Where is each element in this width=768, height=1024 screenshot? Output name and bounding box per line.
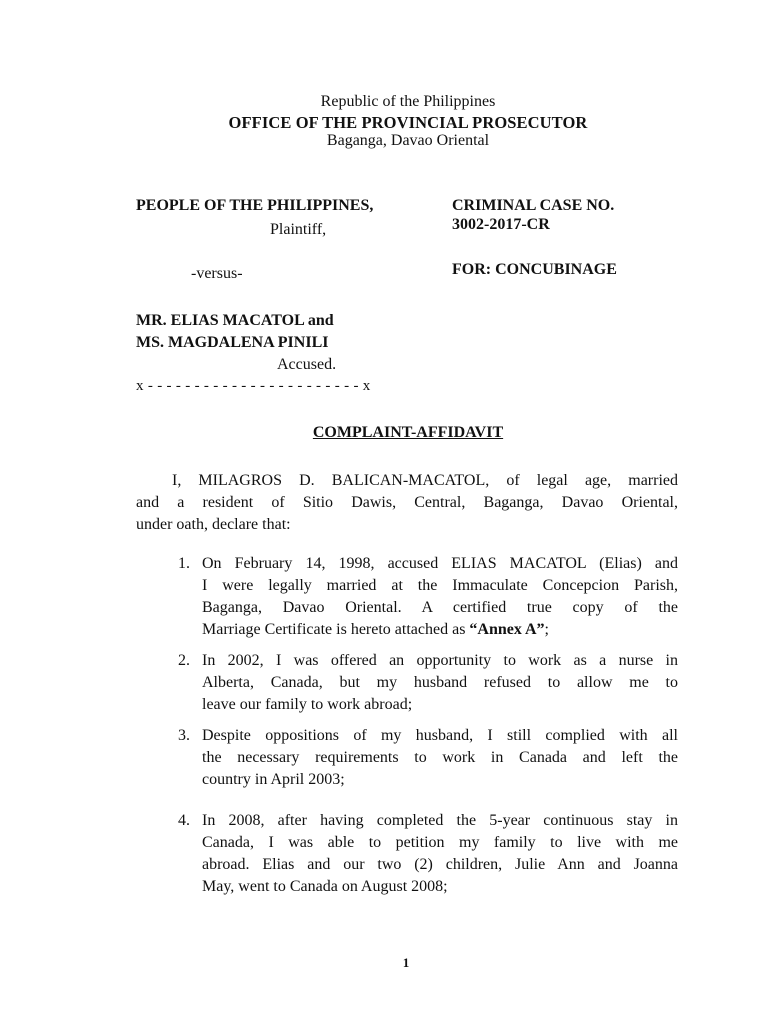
list-item-line: the necessary requirements to work in Canada and left the <box>202 749 678 766</box>
list-item-line: Marriage Certificate is hereto attached as “Annex A”; <box>202 621 549 638</box>
intro-line-3: under oath, declare that: <box>136 516 291 533</box>
list-item-line: On February 14, 1998, accused ELIAS MACATOL (Elias) and <box>202 555 678 572</box>
list-item-number: 2. <box>178 652 190 669</box>
caption-accused-2: MS. MAGDALENA PINILI <box>136 334 329 351</box>
list-item-text <box>202 810 678 898</box>
caption-plaintiff: PEOPLE OF THE PHILIPPINES, <box>136 197 374 214</box>
list-item-line: Canada, I was able to petition my family to live with me <box>202 834 678 851</box>
annex-reference: “Annex A” <box>469 621 545 638</box>
case-label: CRIMINAL CASE NO. <box>452 197 615 214</box>
header-republic: Republic of the Philippines <box>320 93 496 110</box>
list-item-line: May, went to Canada on August 2008; <box>202 878 448 895</box>
list-item-line: abroad. Elias and our two (2) children, Julie Ann and Joanna <box>202 856 678 873</box>
header-office: OFFICE OF THE PROVINCIAL PROSECUTOR <box>228 113 588 132</box>
intro-line-1: I, MILAGROS D. BALICAN-MACATOL, of legal age, married <box>172 472 678 489</box>
list-item-text <box>202 553 678 641</box>
caption-versus: -versus- <box>191 265 243 282</box>
list-item-line: leave our family to work abroad; <box>202 696 413 713</box>
caption-plaintiff-role: Plaintiff, <box>270 221 327 238</box>
list-item-text <box>202 725 678 791</box>
list-item-line: I were legally married at the Immaculate Concepcion Parish, <box>202 577 678 594</box>
case-charge: FOR: CONCUBINAGE <box>452 261 617 278</box>
intro-line-2: and a resident of Sitio Dawis, Central, Baganga, Davao Oriental, <box>136 494 678 511</box>
document-title: COMPLAINT-AFFIDAVIT <box>312 424 504 441</box>
list-item-number: 1. <box>178 555 190 572</box>
case-number: 3002-2017-CR <box>452 216 550 233</box>
caption-accused-1: MR. ELIAS MACATOL and <box>136 312 334 329</box>
header-location: Baganga, Davao Oriental <box>326 132 490 149</box>
page-number: 1 <box>402 955 410 970</box>
list-item-line: Alberta, Canada, but my husband refused to allow me to <box>202 674 678 691</box>
list-item-line: Baganga, Davao Oriental. A certified true copy of the <box>202 599 678 616</box>
intro-paragraph <box>136 470 678 536</box>
list-item-line: country in April 2003; <box>202 771 345 788</box>
list-item-number: 4. <box>178 812 190 829</box>
list-item-line: In 2008, after having completed the 5-year continuous stay in <box>202 812 678 829</box>
list-item-number: 3. <box>178 727 190 744</box>
caption-accused-role: Accused. <box>277 356 337 373</box>
list-item-line: Despite oppositions of my husband, I still complied with all <box>202 727 678 744</box>
list-item-line: In 2002, I was offered an opportunity to work as a nurse in <box>202 652 678 669</box>
list-item-text <box>202 650 678 716</box>
caption-divider: x - - - - - - - - - - - - - - - - - - - - - - - x <box>136 378 371 394</box>
